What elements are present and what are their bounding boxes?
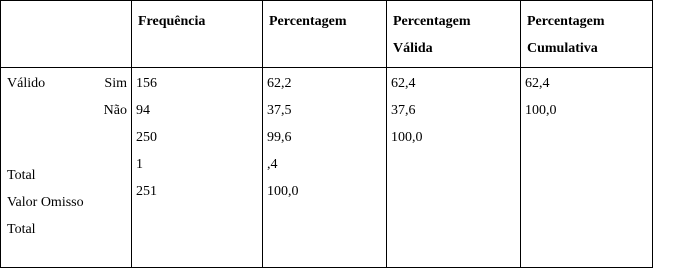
label-total-2: Total (7, 222, 36, 237)
label-valor-omisso: Valor Omisso (7, 195, 84, 210)
label-valido: Válido (7, 76, 46, 91)
percentagem-valida-cell (387, 68, 521, 268)
body-row (1, 68, 653, 268)
header-percentagem-cumulativa: Percentagem Cumulativa (521, 1, 653, 68)
label-total-2-row (5, 216, 131, 243)
header-percentagem: Percentagem (263, 1, 387, 68)
label-nao: Não (103, 103, 127, 118)
value-cell: 156 (136, 76, 157, 91)
value-cell: 37,6 (391, 103, 416, 118)
value-cell: 100,0 (267, 184, 299, 199)
frequencia-cell (132, 68, 263, 268)
header-percentagem-valida: Percentagem Válida (387, 1, 521, 68)
header-empty-cell (1, 1, 132, 68)
value-cell: 94 (136, 103, 150, 118)
label-sim: Sim (104, 76, 127, 91)
value-cell: 62,4 (525, 76, 550, 91)
label-total-1: Total (7, 168, 36, 183)
value-cell: ,4 (267, 157, 278, 172)
value-cell: 250 (136, 130, 157, 145)
value-cell: 99,6 (267, 130, 292, 145)
label-valor-omisso-row (5, 189, 131, 216)
value-cell: 251 (136, 184, 157, 199)
header-row (1, 1, 653, 68)
label-valido-sim (5, 70, 131, 97)
value-cell: 62,2 (267, 76, 292, 91)
label-total-1-row (5, 162, 131, 189)
header-frequencia: Frequência (132, 1, 263, 68)
label-nao-row (5, 97, 131, 124)
value-cell: 1 (136, 157, 143, 172)
value-cell: 100,0 (525, 103, 557, 118)
percentagem-cell (263, 68, 387, 268)
value-cell: 100,0 (391, 130, 423, 145)
percentagem-cumulativa-cell (521, 68, 653, 268)
row-labels-cell (1, 68, 132, 268)
value-cell: 62,4 (391, 76, 416, 91)
value-cell: 37,5 (267, 103, 292, 118)
